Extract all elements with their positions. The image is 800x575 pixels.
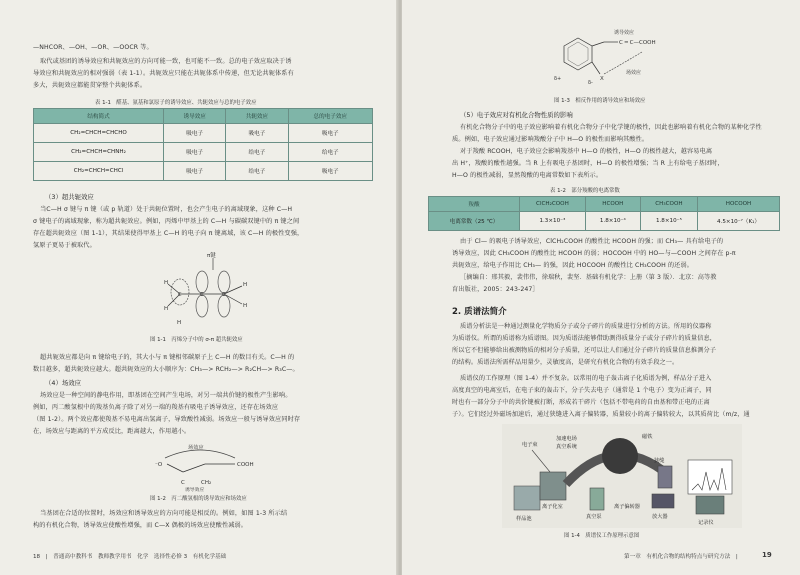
- citation-line: 育出版社，2005：243-247］: [452, 286, 539, 293]
- paragraph-line: 存在超共轭效应（图 1-1），其结果使得甲基上 C—H 的电子向 π 键离域，该 C—H 的极性变强，: [33, 230, 304, 237]
- paragraph-line: 出 H⁺，羧酸的酸性越强。当 R 上有吸电子基团时，H—O 的极性增强；当 R 上有给电子基团时，: [452, 160, 724, 167]
- figure-caption: 图 1-1 丙烯分子中的 σ-π 超共轭效应: [150, 337, 243, 343]
- sample-chamber: [514, 486, 540, 510]
- figure-caption: 图 1-4 质谱仪工作原理示意图: [564, 533, 640, 539]
- paragraph-line: 当C—H σ 键与 π 键（或 p 轨道）处于共轭位置时，也会产生电子的离域现象，这种 C—H: [40, 206, 293, 213]
- p-orbital-lobe: [218, 271, 230, 293]
- table-header-cell: 结构简式: [34, 109, 164, 124]
- table-cell: 吸电子: [288, 162, 372, 181]
- atom-h: H: [243, 282, 248, 288]
- table-row: [34, 162, 373, 181]
- p-orbital-lobe: [218, 295, 230, 317]
- table-row-label: 电离常数（25 ℃）: [429, 212, 520, 231]
- atom-c: C: [222, 292, 226, 298]
- carboxylate-group: ⁻O: [155, 462, 163, 468]
- table-cell: 吸电子: [164, 124, 226, 143]
- citation-line: ［摘编自：邢其毅，裴伟伟，徐瑞秋，裴坚．基础有机化学：上册（第 3 版）．北京：高等教: [460, 274, 717, 281]
- table-cell: 吸电子: [288, 124, 372, 143]
- table-row: [34, 143, 373, 162]
- table-cell: 1.8×10⁻⁴: [585, 212, 640, 231]
- propene-orbital-figure: [150, 250, 270, 328]
- table-cell: CH₂=CHCH=CHNH₂: [34, 143, 164, 162]
- table-cell: 4.5×10⁻⁷（K₁）: [698, 212, 780, 231]
- bond-line: [592, 42, 604, 46]
- vacuum-pump: [590, 488, 604, 510]
- paragraph-line: 诱导效应，因此 CH₃COOH 的酸性比 HCOOH 的弱；HOCOOH 中的 HO—与—COOH 之间存在 p-π: [452, 250, 736, 257]
- table-cell: 1.8×10⁻⁵: [640, 212, 697, 231]
- label-magnet: 磁铁: [642, 434, 653, 440]
- paragraph-line: 超共轭效应都是向 π 键给电子的，其大小与 π 键相邻碳原子上 C—H 的数目有关。C—H 的: [40, 354, 295, 361]
- ion-detector: [658, 466, 672, 488]
- table-header-row: [34, 109, 373, 124]
- paragraph-line: 共轭效应，给电子作用比 CH₃— 的强，因此 HOCOOH 的酸性比 CH₃COOH 的还弱。: [452, 262, 694, 269]
- ionization-chamber: [540, 472, 566, 500]
- paragraph-line: 构的有机化合物，诱导效应使酸性增强，而 C—X 偶极的场效应使酸性减弱。: [33, 522, 248, 529]
- malonate-figure: [125, 440, 275, 492]
- label-sample-chamber: 样品池: [516, 516, 532, 522]
- right-page: [402, 0, 800, 575]
- table-header-cell: 羧酸: [429, 197, 520, 212]
- label-recorder: 记录仪: [698, 520, 714, 526]
- paragraph-line: 多大，共轭效应都能贯穿整个共轭体系。: [33, 82, 147, 89]
- label-accel-field: 加速电场: [556, 436, 577, 442]
- atom-c: C: [200, 292, 204, 298]
- table-cell: 吸电子: [226, 124, 288, 143]
- carboxyl-group: COOH: [237, 462, 254, 468]
- atom-h: H: [164, 280, 169, 286]
- induction-label: 诱导效应: [614, 30, 635, 36]
- paragraph-line: H—O 的极性减弱，显然羧酸的电离常数如下表所示。: [452, 172, 603, 179]
- label-ion-separator: 离子偏转器: [614, 504, 640, 510]
- bond-line: [183, 464, 205, 472]
- paragraph-line: 在，场效应与距离的平方成反比，距离越大，作用越小。: [33, 428, 191, 435]
- table-header-cell: CH₃COOH: [640, 197, 697, 212]
- table-caption: 表 1-1 醛基、氨基和氯原子的诱导效应、共轭效应与总的电子效应: [95, 100, 257, 106]
- table-cell: CH₂=CHCH=CHCl: [34, 162, 164, 181]
- paragraph-line: 由于 Cl— 的吸电子诱导效应，ClCH₂COOH 的酸性比 HCOOH 的强；而 CH₃— 具有给电子的: [460, 238, 724, 245]
- table-cell: CH₂=CHCH=CHCHO: [34, 124, 164, 143]
- table-header-cell: HCOOH: [585, 197, 640, 212]
- section-heading-mass-spec: 2. 质谱法简介: [452, 307, 507, 317]
- paragraph-line: 有机化合物分子中的电子效应影响着有机化合物分子中化学键的极性，因此也影响着有机化合物的某种化学性: [460, 124, 762, 131]
- table-header-cell: 诱导效应: [164, 109, 226, 124]
- table-row: [429, 212, 780, 231]
- table-caption: 表 1-2 部分羧酸的电离常数: [550, 188, 620, 194]
- subheading-hyperconjugation: （3）超共轭效应: [45, 193, 94, 201]
- amplifier: [652, 494, 674, 508]
- subheading-effects-on-properties: （5）电子效应对有机化合物性质的影响: [460, 111, 573, 119]
- c-atom-label: C ═ C—COOH: [619, 40, 656, 46]
- table-cell: 1.3×10⁻³: [520, 212, 586, 231]
- delta-plus-label: δ+: [554, 76, 562, 82]
- table-cell: 给电子: [226, 143, 288, 162]
- field-effect-label: 场效应: [188, 445, 204, 451]
- magnet: [602, 438, 638, 474]
- p-orbital-lobe: [196, 271, 208, 293]
- label-vacuum-pump: 真空泵: [586, 514, 602, 520]
- table-header-cell: HOCOOH: [698, 197, 780, 212]
- table-header-cell: ClCH₂COOH: [520, 197, 586, 212]
- p-orbital-lobe: [196, 295, 208, 317]
- field-effect-arrow: [165, 450, 235, 458]
- mass-spectrometer-figure: [502, 424, 742, 528]
- bond-line: [224, 286, 242, 294]
- paragraph-line: 的结构。质谱法所需样品用量少，灵敏度高，是研究有机化合物的有效手段之一。: [452, 359, 679, 366]
- paragraph-line: 为质谱仪。所谓的质谱称为质谱图。因为质谱法能够借助测得质量分子或分子碎片的质量信息，: [452, 335, 717, 342]
- table-header-row: [429, 197, 780, 212]
- induction-label: 诱导效应: [185, 488, 205, 492]
- table-cell: 给电子: [226, 162, 288, 181]
- label-ionization-chamber: 离子化室: [542, 504, 563, 510]
- paragraph-line: 对于羧酸 RCOOH，电子效应会影响羧基中 H—O 的极性，H—O 的极性越大，越容易电离: [460, 148, 713, 155]
- paragraph-line: 质。例如，电子效应通过影响羧酸分子中 H—O 的极性而影响其酸性。: [452, 136, 649, 143]
- bond-line: [592, 62, 600, 74]
- bond-line: [224, 294, 242, 304]
- table-cell: 吸电子: [164, 162, 226, 181]
- acid-constants-table: [428, 196, 780, 231]
- label-electron-beam: 电子束: [522, 442, 538, 448]
- page-number: 19: [762, 551, 772, 559]
- recorder-body: [696, 496, 724, 514]
- paragraph-line: 子）。它们经过外磁场加速后，通过狭缝进入离子偏转器，质量较小的离子偏转较大，以其质荷比（m/z，通: [452, 411, 750, 418]
- paragraph-line: 导效应和共轭效应的相对强弱（表 1-1）。共轭效应只能在共轭体系中传递，但无论共轭体系有: [33, 70, 294, 77]
- intro-line: —NHCOR、—OH、—OR、—OOCR 等。: [33, 44, 153, 51]
- paragraph-line: σ 键电子的离域现象，称为超共轭效应。例如，丙烯中甲基上的 C—H 与碳碳双键中的 π 键之间: [33, 218, 300, 225]
- field-effect-label: 场效应: [626, 70, 642, 76]
- paragraph-line: （图 1-2）。两个效应都使羧基不易电离出氢离子，导致酸性减弱。场效应一般与诱导效应同时存: [33, 416, 301, 423]
- table-cell: 吸电子: [164, 143, 226, 162]
- subheading-field-effect: （4）场效应: [45, 379, 82, 387]
- delta-minus-label: δ-: [588, 80, 593, 86]
- left-footer: 18 | 普通高中教科书 教师教学用书 化学 选择性必修 3 有机化学基础: [33, 554, 227, 560]
- paragraph-line: 时也有一部分分子中的共价键被打断，形成若干碎片（包括不带电荷的自由基和带正电的正离: [452, 399, 710, 406]
- left-page: [0, 0, 398, 575]
- label-vacuum-system: 真空系统: [556, 444, 577, 450]
- paragraph-line: 氢原子更易于被取代。: [33, 242, 96, 249]
- paragraph-line: 高度真空的电离室后，在电子束的轰击下，分子失去电子（通常是 1 个电子）变为正离子，同: [452, 387, 712, 394]
- methylene-group: CH₂: [201, 480, 212, 486]
- paragraph-line: 当基团在合适的位置时，场效应和诱导效应的方向可能是相反的。例如，如图 1-3 所示结: [40, 510, 288, 517]
- paragraph-line: 场效应是一种空间的静电作用，即基团在空间产生电场，对另一端共价键的极性产生影响。: [40, 392, 292, 399]
- figure-caption: 图 1-3 相反作用的诱导效应和场效应: [554, 98, 646, 104]
- label-amplifier: 放大器: [652, 514, 668, 520]
- table-row: [34, 124, 373, 143]
- table-header-cell: 共轭效应: [226, 109, 288, 124]
- x-atom-label: X: [600, 76, 604, 82]
- atom-h: H: [177, 320, 182, 326]
- effects-table: [33, 108, 373, 181]
- paragraph-line: 质谱分析法是一种通过测量化学物质分子或分子碎片的质量进行分析的方法。所用的仪器称: [460, 323, 712, 330]
- bond-line: [167, 464, 183, 472]
- figure-caption: 图 1-2 丙二酸氢根的诱导效应和场效应: [150, 496, 247, 502]
- atom-h: H: [164, 306, 169, 312]
- paragraph-line: 质谱仪的工作原理（图 1-4）并不复杂。以常用的电子轰击离子化质谱为例，样品分子进入: [460, 375, 712, 382]
- paragraph-line: 数目越多，超共轭效应越大。超共轭效应的大小顺序为：CH₃—> RCH₂—> R₂CH—> R₃C—。: [33, 366, 299, 373]
- table-cell: 给电子: [288, 143, 372, 162]
- right-footer: 第一章 有机化合物的结构特点与研究方法 |: [624, 554, 738, 560]
- table-header-cell: 总的电子效应: [288, 109, 372, 124]
- paragraph-line: 例如，丙二酸氢根中的羧基负离子除了对另一端的羧基有吸电子诱导效应，还存在场效应: [33, 404, 279, 411]
- atom-c: C: [178, 292, 182, 298]
- label-slit: 狭缝: [654, 458, 665, 464]
- atom-h: H: [243, 303, 248, 309]
- pi-bond-label: π键: [207, 253, 216, 259]
- benzene-inner-ring: [568, 42, 588, 66]
- paragraph-line: 所以它不但能够给出被测物质的相对分子质量，还可以让人们通过分子碎片的质量信息推测分子: [452, 347, 717, 354]
- paragraph-line: 取代或基团的诱导效应和共轭效应的方向可能一致，也可能不一致。总的电子效应取决于诱: [40, 58, 292, 65]
- field-vs-induction-figure: [542, 28, 672, 90]
- atom-c: C: [181, 480, 185, 486]
